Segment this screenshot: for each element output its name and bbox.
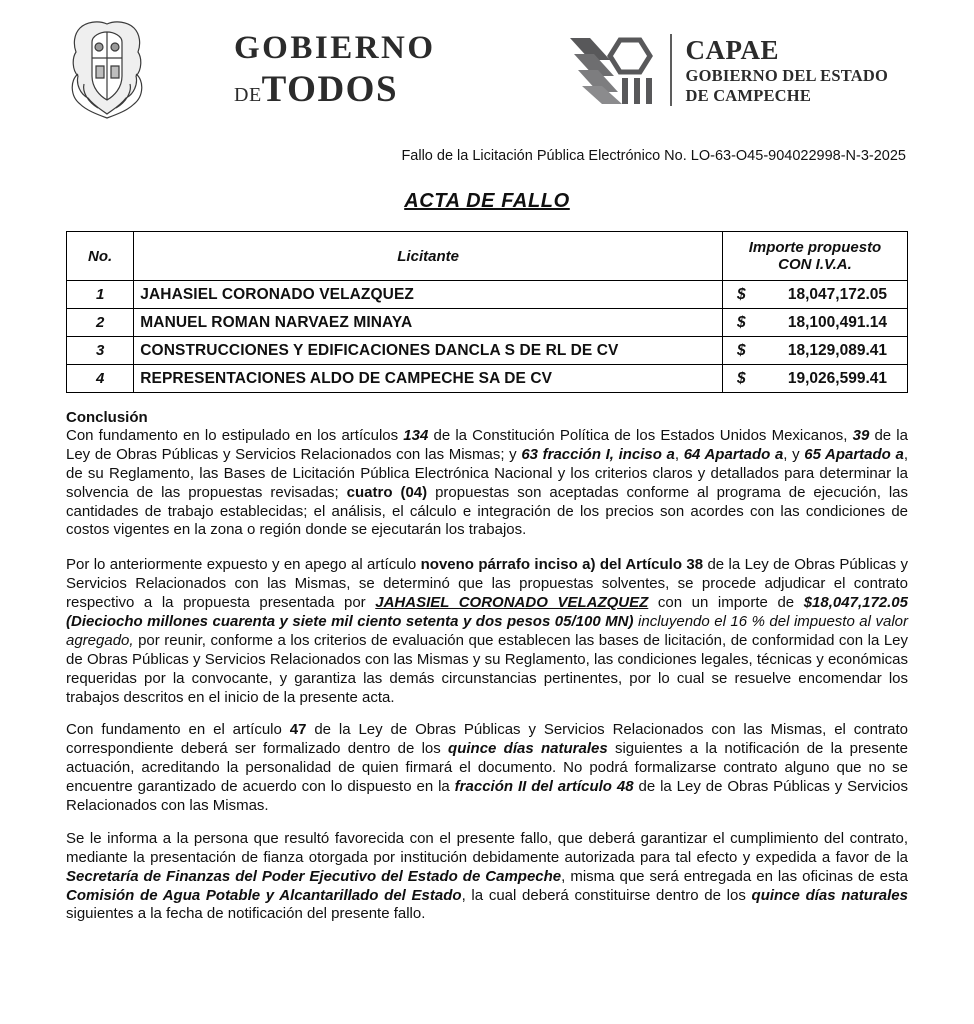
p3-seg-b: 47 (289, 721, 307, 739)
amount-value: 18,129,089.41 (787, 341, 887, 359)
row-bidder-name: MANUEL ROMAN NARVAEZ MINAYA (134, 309, 723, 337)
p1-seg-f: 63 fracción I, inciso a (521, 445, 675, 463)
p4-seg-b: Secretaría de Finanzas del Poder Ejecutivo del Estado de Campeche (66, 867, 562, 885)
currency-symbol: $ (736, 285, 746, 303)
p1-seg-i: , y (783, 445, 805, 463)
row-bidder-name: REPRESENTACIONES ALDO DE CAMPECHE SA DE CV (134, 365, 723, 393)
table-row (67, 365, 908, 393)
p3-seg-f: fracción II del artículo 48 (454, 778, 634, 796)
row-number: 3 (67, 337, 134, 365)
p2-seg-b: noveno párrafo inciso a) del Artículo 38 (420, 556, 704, 574)
p2-seg-a: Por lo anteriormente expuesto y en apego al artículo (66, 556, 421, 574)
currency-symbol: $ (736, 341, 746, 359)
capae-subtitle-line1: GOBIERNO DEL ESTADO (685, 66, 889, 86)
p3-seg-a: Con fundamento en el artículo (66, 721, 290, 739)
de-todos-word (234, 71, 436, 108)
p1-seg-b: 134 (403, 427, 429, 444)
document-header (0, 0, 974, 126)
header-no: No. (67, 232, 134, 281)
header-importe (722, 232, 907, 281)
capae-mark-icon (564, 30, 660, 110)
gobierno-de-todos-logo (234, 32, 436, 108)
p2-awarded-bidder: JAHASIEL CORONADO VELAZQUEZ (375, 594, 649, 612)
table-header-row (67, 232, 908, 281)
p3-seg-c: de la Ley de Obras Públicas y Servicios Relacionados con las Mismas, el contrato correspondiente deberá ser formalizado dentro de los (66, 721, 908, 758)
table-row (67, 309, 908, 337)
tender-reference-line: Fallo de la Licitación Pública Electrónico No. LO-63-O45-904022998-N-3-2025 (401, 148, 906, 164)
p2-seg-g: incluyendo el 16 % del impuesto al valor agregado, (66, 613, 908, 649)
p4-seg-a: Se le informa a la persona que resultó favorecida con el presente fallo, que deberá garantizar el cumplimiento del contrato, mediante la presentación de fianza otorgada por institución debidamente autorizada para tal efecto y expedida a favor de la (66, 829, 908, 866)
paragraph-2 (66, 556, 908, 707)
p2-seg-e: con un importe de (648, 594, 804, 612)
logo-divider (670, 34, 672, 106)
row-bidder-name: CONSTRUCCIONES Y EDIFICACIONES DANCLA S DE RL DE CV (134, 337, 723, 365)
p2-seg-h: por reunir, conforme a los criterios de evaluación que establecen las bases de licitación, de conformidad con la Ley de Obras Públicas y Servicios Relacionados con las Mismas y su Reglamento, las condiciones legales, técnicas y económicas requeridas por la convocante, y garantiza las demás circunstancias pertinentes, por lo cual se resuelve encomendar los trabajos descritos en el inicio de la presente acta. (66, 631, 908, 706)
p1-seg-h: 64 Apartado a (683, 445, 784, 463)
table-row (67, 337, 908, 365)
p1-seg-l: cuatro (04) (346, 483, 428, 501)
currency-symbol: $ (736, 313, 746, 331)
p4-seg-f: quince días naturales (751, 886, 908, 904)
p4-seg-g: siguientes a la fecha de notificación del presente fallo. (66, 905, 426, 923)
header-licitante: Licitante (134, 232, 723, 281)
row-amount (722, 365, 907, 393)
p4-seg-e: , la cual deberá constituirse dentro de los (461, 886, 752, 904)
p1-seg-m: propuestas son aceptadas conforme al programa de ejecución, las cantidades de trabajo establecidas; el análisis, el cálculo e integración de los precios son acordes con las condiciones de costos vigentes en la zona o región donde se ejecutarán los trabajos. (66, 483, 909, 539)
row-amount (722, 281, 907, 309)
capae-subtitle-line2: DE CAMPECHE (685, 85, 812, 105)
capae-logo (564, 30, 888, 110)
coat-of-arms-icon (68, 18, 146, 122)
row-number: 1 (67, 281, 134, 309)
paragraph-1 (66, 427, 908, 540)
amount-value: 18,100,491.14 (787, 313, 887, 331)
gobierno-word: GOBIERNO (234, 30, 436, 66)
de-word: DE (234, 84, 262, 106)
row-number: 4 (67, 365, 134, 393)
p2-awarded-amount: $18,047,172.05 (Dieciocho millones cuarenta y siete mil ciento setenta y dos pesos 05/100 MN) (66, 594, 908, 631)
page-title: ACTA DE FALLO (404, 190, 570, 212)
p1-seg-e: de la Ley de Obras Públicas y Servicios Relacionados con las Mismas; y (66, 427, 908, 463)
row-number: 2 (67, 309, 134, 337)
p4-seg-c: , misma que será entregada en las oficinas de esta (561, 867, 908, 885)
document-body (0, 148, 974, 968)
table-row (67, 281, 908, 309)
todos-word: TODOS (261, 69, 399, 110)
amount-value: 19,026,599.41 (787, 369, 887, 387)
row-bidder-name: JAHASIEL CORONADO VELAZQUEZ (134, 281, 723, 309)
header-importe-line2: CON I.V.A. (778, 256, 852, 273)
p4-seg-d: Comisión de Agua Potable y Alcantarillado del Estado (66, 886, 462, 904)
header-importe-line1: Importe propuesto (748, 238, 882, 256)
p1-seg-d: 39 (852, 427, 870, 444)
row-amount (722, 309, 907, 337)
capae-text-block (686, 35, 888, 106)
paragraph-4 (66, 830, 908, 924)
p3-seg-e: siguientes a la notificación de la presente actuación, acreditando la personalidad de quien firmará el documento. No podrá formalizarse contrato alguno que no se encuentre garantizado de acuerdo con lo dispuesto en la (66, 740, 909, 796)
p2-seg-c: de la Ley de Obras Públicas y Servicios Relacionados con las Mismas, se determinó que las propuestas solventes, se procede adjudicar el contrato respectivo a la propuesta presentada por (66, 556, 909, 612)
currency-symbol: $ (736, 369, 746, 387)
p1-seg-j: 65 Apartado a (804, 445, 904, 463)
row-amount (722, 337, 907, 365)
p1-seg-k: , de su Reglamento, las Bases de Licitación Pública Electrónica Nacional y los criterios claros y detallados para determinar la solvencia de las propuestas revisadas; (66, 445, 908, 501)
p1-seg-a: Con fundamento en lo estipulado en los artículos (66, 427, 404, 444)
paragraph-3 (66, 721, 908, 815)
capae-title: CAPAE (685, 34, 780, 65)
amount-value: 18,047,172.05 (787, 285, 887, 303)
p1-seg-c: de la Constitución Política de los Estados Unidos Mexicanos, (428, 427, 853, 444)
conclusion-heading: Conclusión (66, 409, 148, 426)
bidders-table (66, 231, 908, 393)
p3-seg-d: quince días naturales (448, 740, 608, 758)
p1-seg-g: , (674, 445, 684, 463)
p3-seg-g: de la Ley de Obras Públicas y Servicios Relacionados con las Mismas. (66, 778, 909, 815)
